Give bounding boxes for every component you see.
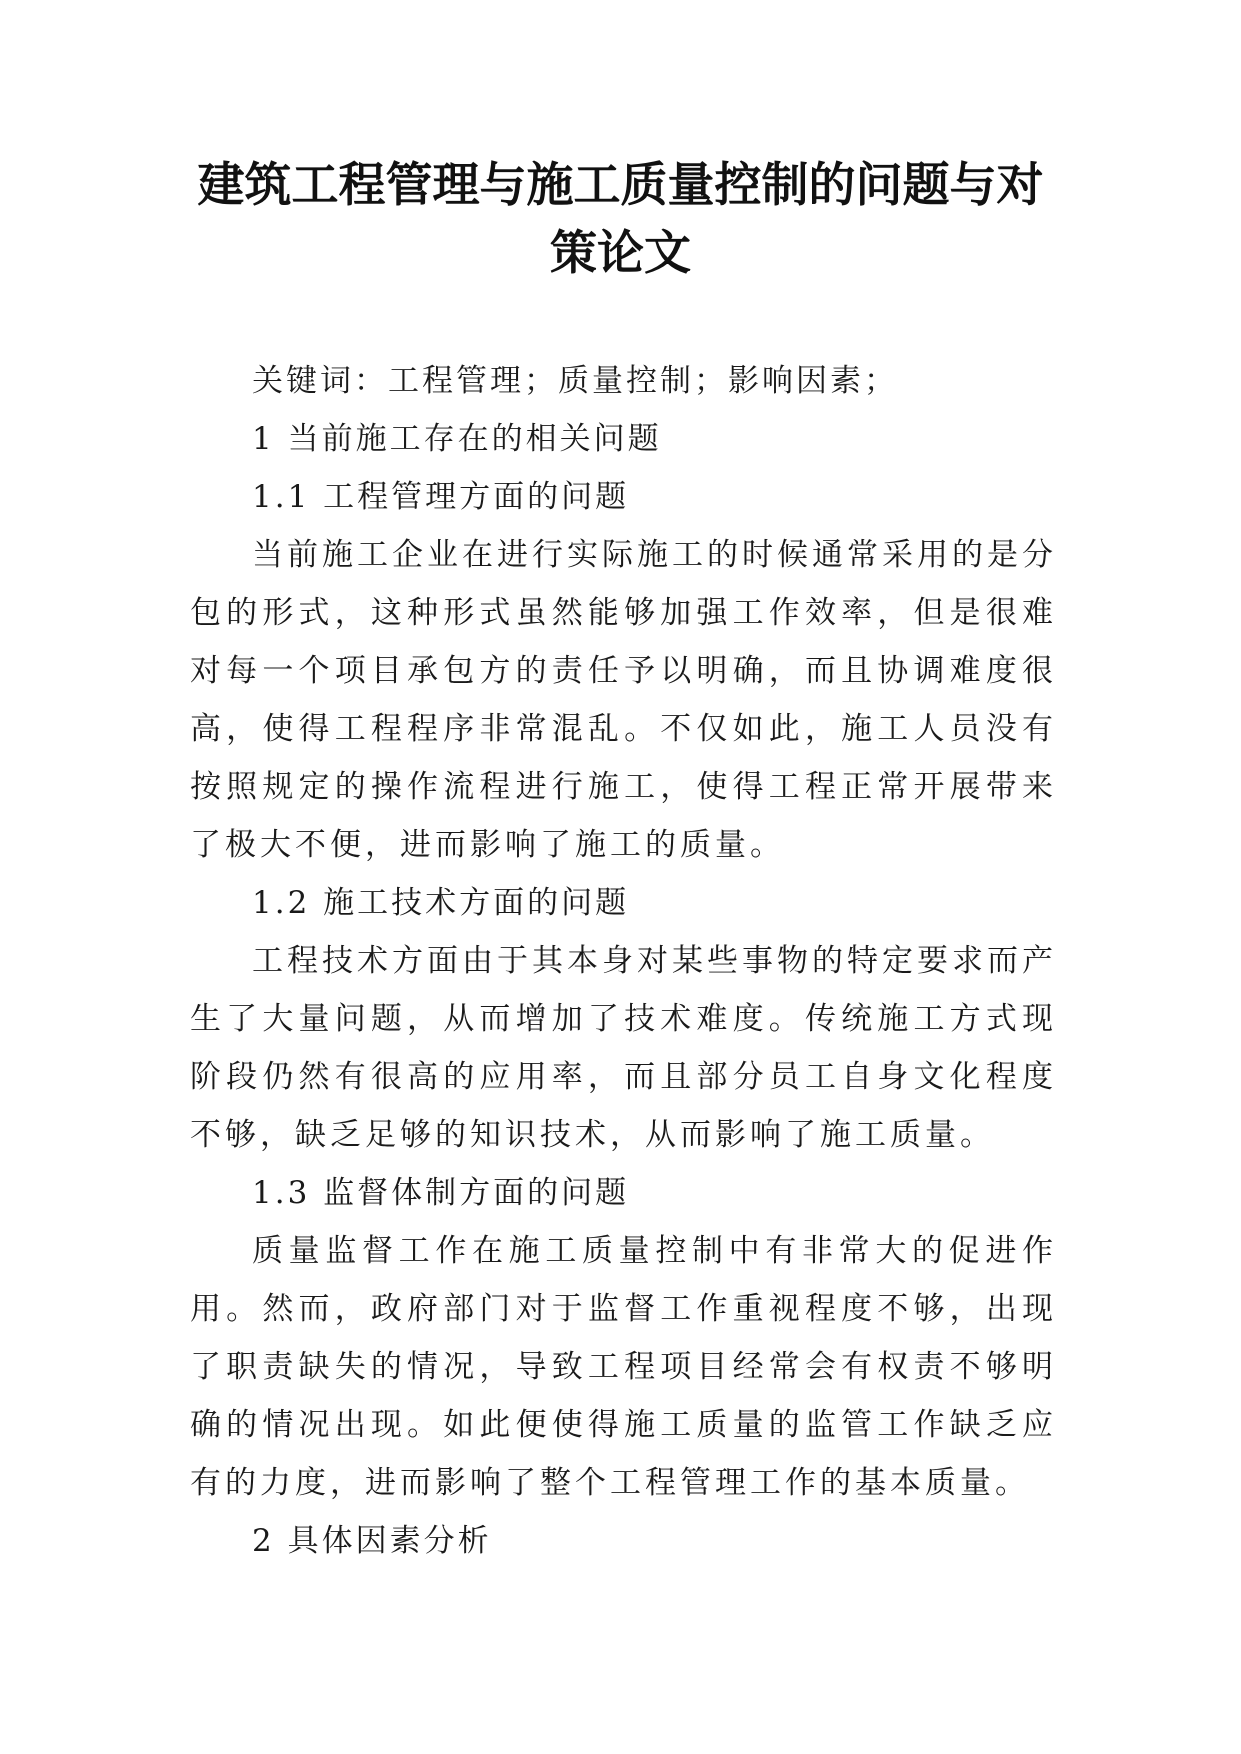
section-heading-1: 1 当前施工存在的相关问题 — [252, 421, 662, 457]
title-line-2: 策论文 — [550, 226, 691, 281]
paragraph-construction-technology: 工程技术方面由于其本身对某些事物的特定要求而产生了大量问题，从而增加了技术难度。传统施工方式现阶段仍然有很高的应用率，而且部分员工自身文化程度不够，缺乏足够的知识技术，从而影响了施工质量。 — [190, 943, 1057, 1153]
subsection-heading-1-2: 1.2 施工技术方面的问题 — [252, 885, 630, 921]
paragraph-engineering-management: 当前施工企业在进行实际施工的时候通常采用的是分包的形式，这种形式虽然能够加强工作效率，但是很难对每一个项目承包方的责任予以明确，而且协调难度很高，使得工程程序非常混乱。不仅如此，施工人员没有按照规定的操作流程进行施工，使得工程正常开展带来了极大不便，进而影响了施工的质量。 — [190, 537, 1057, 863]
document-title — [130, 152, 1111, 288]
document-body — [190, 352, 1057, 1570]
section-heading-2: 2 具体因素分析 — [252, 1523, 492, 1559]
paragraph-supervision-system: 质量监督工作在施工质量控制中有非常大的促进作用。然而，政府部门对于监督工作重视程度不够，出现了职责缺失的情况，导致工程项目经常会有权责不够明确的情况出现。如此便使得施工质量的监管工作缺乏应有的力度，进而影响了整个工程管理工作的基本质量。 — [190, 1233, 1057, 1501]
subsection-heading-1-1: 1.1 工程管理方面的问题 — [252, 479, 630, 515]
title-line-1: 建筑工程管理与施工质量控制的问题与对 — [197, 158, 1044, 213]
subsection-heading-1-3: 1.3 监督体制方面的问题 — [252, 1175, 630, 1211]
keywords-line: 关键词：工程管理；质量控制；影响因素； — [252, 363, 898, 399]
